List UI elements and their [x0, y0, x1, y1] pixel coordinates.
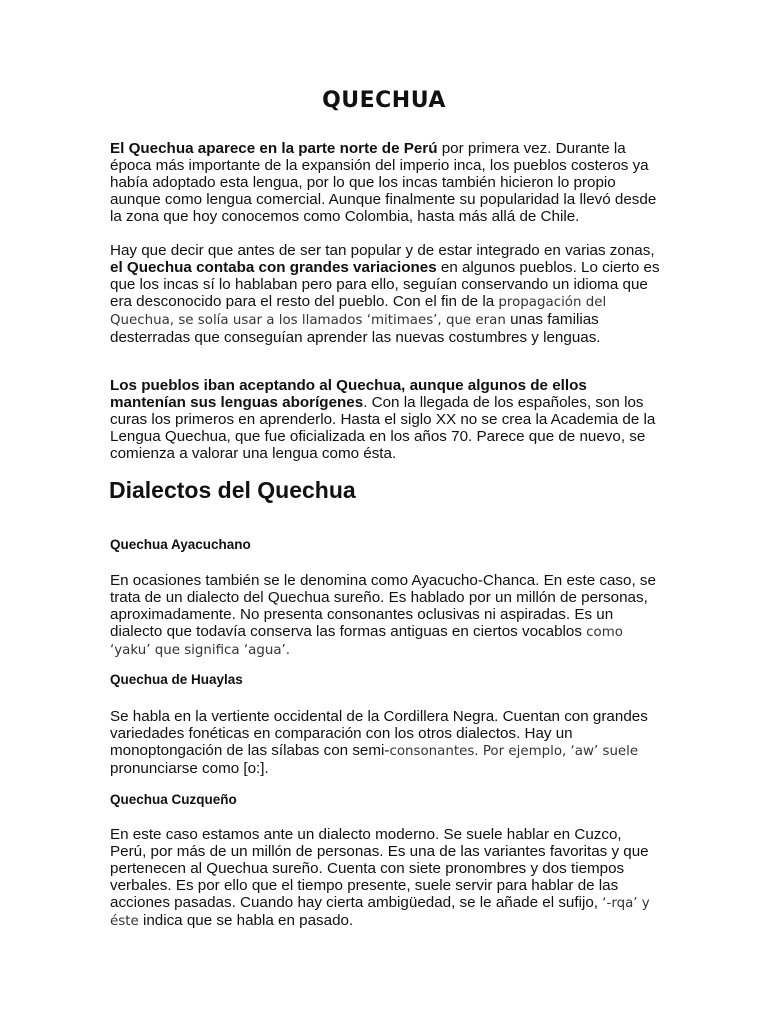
dialect-huaylas-text-b: pronunciarse como [o:].: [110, 760, 269, 777]
intro-paragraph-3: [110, 377, 662, 462]
intro-paragraph-2: [110, 242, 662, 346]
document-title: QUECHUA: [322, 88, 446, 113]
dialect-heading-ayacuchano: Quechua Ayacuchano: [110, 537, 251, 552]
dialect-ayacuchano-text-a: En ocasiones también se le denomina como Ayacucho-Chanca. En este caso, se trata de un dialecto del Quechua sureño. Es hablado por un millón de personas, aproximadamente. No presenta consonantes oclusivas ni aspiradas. Es un dialecto que todavía conserva las formas antiguas en ciertos vocablos: [110, 572, 656, 640]
intro-p3-text: . Con la llegada de los españoles, son los curas los primeros en aprenderlo. Hasta el siglo XX no se crea la Academia de la Lengua Quechua, que fue oficializada en los años 70. Parece que de nuevo, se comienza a valorar una lengua como ésta.: [110, 394, 656, 462]
intro-p2-alt-text: propagación del Quechua, se solía usar a los llamados ‘mitimaes’, que eran: [110, 295, 607, 328]
intro-paragraph-1: [110, 140, 662, 225]
dialect-heading-huaylas: Quechua de Huaylas: [110, 672, 243, 687]
section-heading: Dialectos del Quechua: [109, 477, 356, 503]
intro-p1-text: por primera vez. Durante la época más importante de la expansión del imperio inca, los pueblos costeros ya había adoptado esta lengua, por lo que los incas también hicieron lo propio aunque como lengua comercial. Aunque finalmente su popularidad la llevó desde la zona que hoy conocemos como Colombia, hasta más allá de Chile.: [110, 140, 657, 225]
dialect-heading-cuzqueno: Quechua Cuzqueño: [110, 792, 237, 807]
dialect-paragraph-cuzqueno: [110, 826, 662, 930]
intro-p2-text-b: en algunos pueblos. Lo cierto es que los incas sí lo hablaban pero para ello, seguían conservando un idioma que era desconocido para el resto del pueblo. Con el fin de la: [110, 259, 660, 310]
dialect-cuzqueno-alt-text: ‘-rqa’ y éste: [110, 896, 650, 929]
dialect-cuzqueno-text-a: En este caso estamos ante un dialecto moderno. Se suele hablar en Cuzco, Perú, por más de un millón de personas. Es una de las variantes favoritas y que pertenecen al Quechua sureño. Cuenta con siete pronombres y dos tiempos verbales. Es por ello que el tiempo presente, suele servir para hablar de las acciones pasadas. Cuando hay cierta ambigüedad, se le añade el sufijo,: [110, 826, 649, 911]
dialect-paragraph-huaylas: [110, 708, 662, 777]
intro-p2-text-a: Hay que decir que antes de ser tan popular y de estar integrado en varias zonas,: [110, 242, 655, 259]
intro-p2-bold: el Quechua contaba con grandes variaciones: [110, 259, 437, 276]
dialect-cuzqueno-text-b: indica que se habla en pasado.: [138, 912, 354, 929]
dialect-paragraph-ayacuchano: [110, 572, 662, 659]
intro-p2-text-c: unas familias desterradas que conseguían aprender las nuevas costumbres y lenguas.: [110, 311, 601, 346]
dialect-huaylas-alt-text: consonantes. Por ejemplo, ‘aw’ suele: [389, 744, 639, 759]
dialect-huaylas-text-a: Se habla en la vertiente occidental de la Cordillera Negra. Cuentan con grandes variedades fonéticas en comparación con los otros dialectos. Hay un monoptongación de las sílabas con semi-: [110, 708, 648, 759]
dialect-ayacuchano-alt-text: como ‘yaku’ que significa ‘agua’.: [110, 625, 623, 658]
intro-p3-bold: Los pueblos iban aceptando al Quechua, aunque algunos de ellos mantenían sus lenguas aborígenes: [110, 377, 587, 411]
intro-p1-bold: El Quechua aparece en la parte norte de Perú: [110, 140, 438, 157]
